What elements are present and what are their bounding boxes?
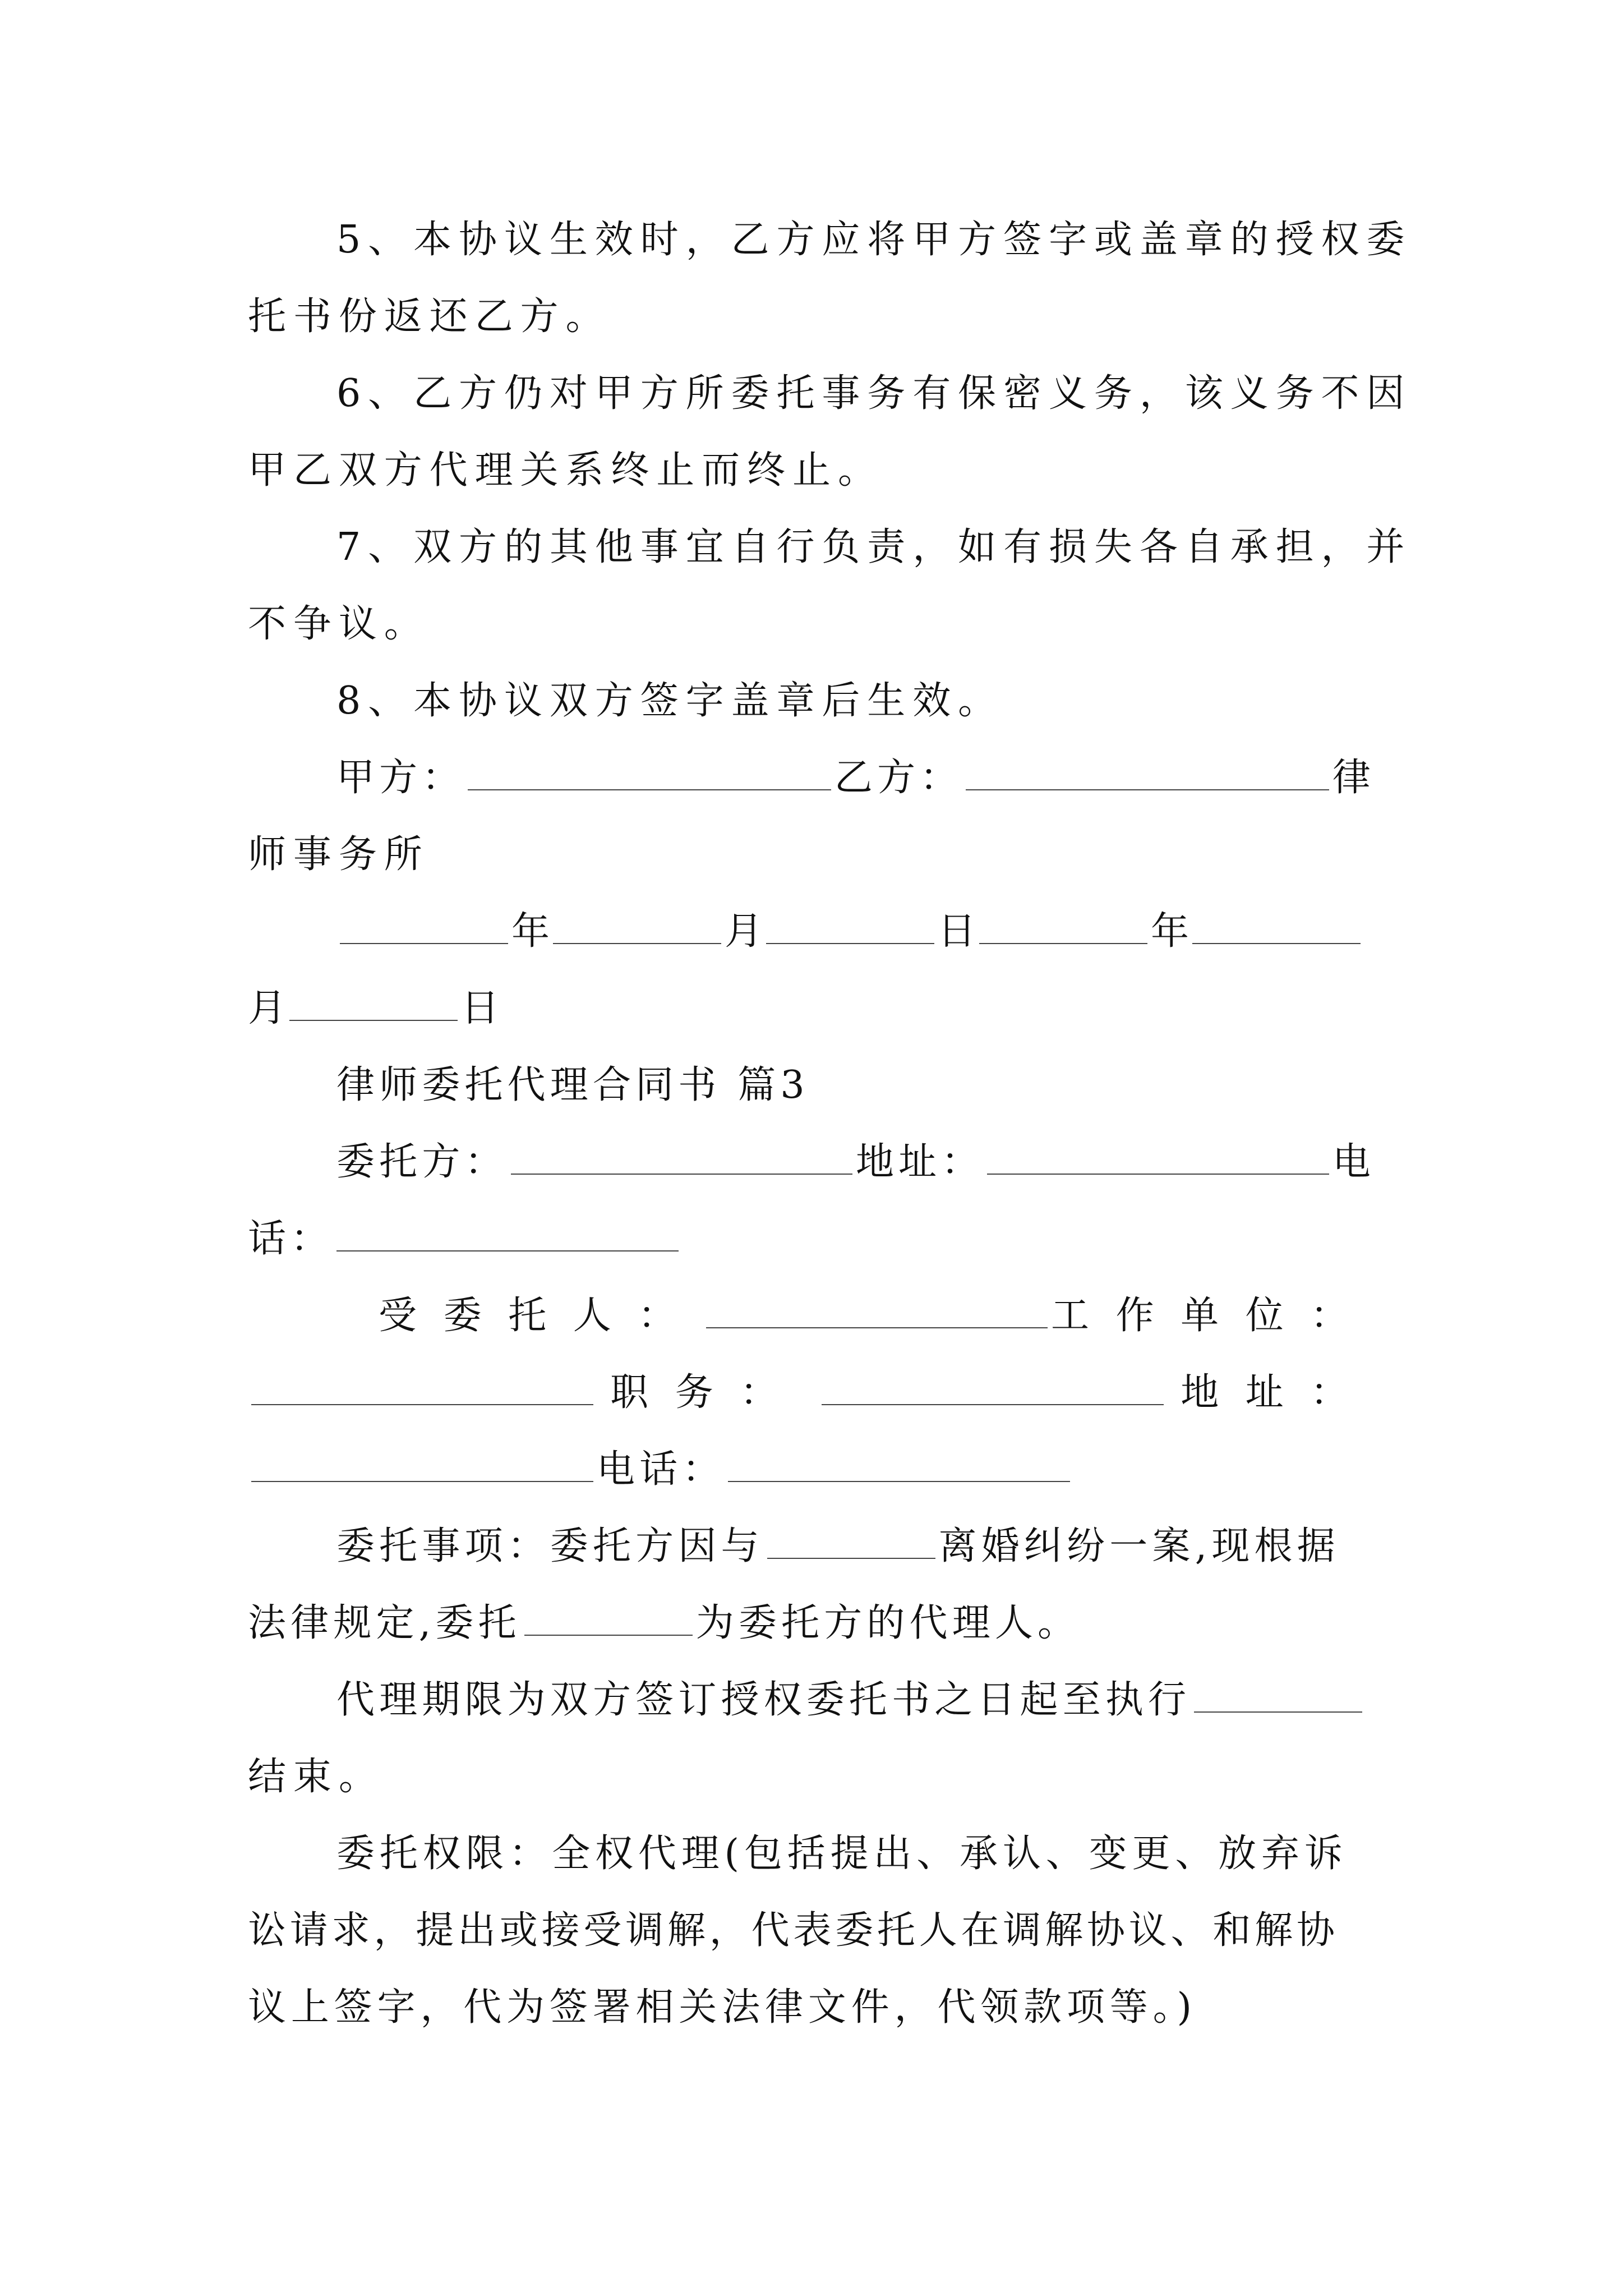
position-label: 职务：: [610, 1370, 805, 1415]
date-b-year-label: 年: [1151, 909, 1189, 954]
matter-part-1: 委托事项：委托方因与: [336, 1524, 764, 1568]
principal-blank: [511, 1141, 852, 1175]
term-blank: [1194, 1679, 1362, 1713]
phone-label-start: 电: [1332, 1140, 1375, 1184]
signature-date-line: [336, 894, 1375, 970]
matter-blank-2: [524, 1602, 693, 1636]
clause-7-line-1: 7、双方的其他事宜自行负责，如有损失各自承担，并: [336, 525, 1412, 569]
matter-line-1: [336, 1508, 1375, 1585]
party-b-blank: [966, 757, 1329, 790]
date-a-year-blank: [340, 910, 508, 944]
scope-line-1: 委托权限：全权代理(包括提出、承认、变更、放弃诉: [336, 1832, 1348, 1876]
matter-part-2: 离婚纠纷一案,现根据: [938, 1524, 1340, 1568]
matter-part-3: 法律规定,委托: [248, 1601, 521, 1645]
law-firm-start: 律: [1332, 756, 1375, 800]
clause-6-line-2: 甲乙双方代理关系终止而终止。: [248, 448, 883, 493]
position-line: [248, 1355, 1375, 1431]
term-part-1: 代理期限为双方签订授权委托书之日起至执行: [336, 1678, 1191, 1722]
workplace-label: 工作单位：: [1050, 1294, 1375, 1338]
principal-label: 委托方：: [336, 1140, 508, 1184]
clause-6-line-1: 6、乙方仍对甲方所委托事务有保密义务，该义务不因: [336, 371, 1412, 416]
date-b-year-blank: [979, 910, 1147, 944]
principal-line: [336, 1124, 1375, 1200]
phone2-label: 电话：: [597, 1447, 725, 1492]
signature-parties-line: [336, 740, 1375, 816]
date-a-day-blank: [766, 910, 934, 944]
address2-label: 地址：: [1181, 1370, 1375, 1415]
scope-line-3: 议上签字，代为签署相关法律文件，代领款项等。): [248, 1985, 1197, 2030]
date-a-month-label: 月: [725, 909, 763, 954]
term-line-2: 结束。: [248, 1755, 384, 1799]
agent-line: [379, 1278, 1375, 1354]
date-a-month-blank: [553, 910, 721, 944]
address2-line: [248, 1432, 1375, 1508]
agent-blank: [706, 1295, 1048, 1328]
clause-5-line-2: 托书份返还乙方。: [248, 295, 611, 339]
phone-blank: [336, 1218, 679, 1251]
phone-line: [248, 1201, 1375, 1277]
clause-8-line-1: 8、本协议双方签字盖章后生效。: [336, 679, 1004, 723]
clause-7-line-2: 不争议。: [248, 602, 430, 646]
position-blank: [822, 1372, 1164, 1405]
date-a-year-label: 年: [511, 909, 550, 954]
date-b-day-label: 日: [461, 986, 500, 1030]
date-b-month-label: 月: [248, 986, 287, 1030]
term-line-1: [336, 1662, 1375, 1738]
section-3-heading: 律师委托代理合同书 篇3: [336, 1063, 809, 1107]
matter-blank-1: [767, 1525, 935, 1559]
law-firm-line: 师事务所: [248, 832, 430, 877]
clause-5-line-1: 5、本协议生效时，乙方应将甲方签字或盖章的授权委: [336, 218, 1412, 262]
address-blank: [987, 1141, 1329, 1175]
party-b-label: 乙方：: [834, 756, 963, 800]
agent-label: 受委托人：: [379, 1294, 703, 1338]
date-b-month-blank: [1192, 910, 1361, 944]
date-b-day-blank: [289, 987, 458, 1021]
matter-part-4: 为委托方的代理人。: [695, 1601, 1081, 1645]
party-a-blank: [468, 757, 831, 790]
workplace-blank: [251, 1372, 593, 1405]
address2-blank: [251, 1448, 593, 1482]
phone-label-rest: 话：: [248, 1217, 334, 1261]
phone2-blank: [728, 1448, 1070, 1482]
address-label: 地址：: [855, 1140, 984, 1184]
date-a-day-label: 日: [938, 909, 976, 954]
party-a-label: 甲方：: [336, 756, 465, 800]
scope-line-2: 讼请求，提出或接受调解，代表委托人在调解协议、和解协: [248, 1908, 1339, 1953]
signature-date-line-2: [248, 970, 1375, 1047]
matter-line-2: [248, 1585, 1375, 1662]
